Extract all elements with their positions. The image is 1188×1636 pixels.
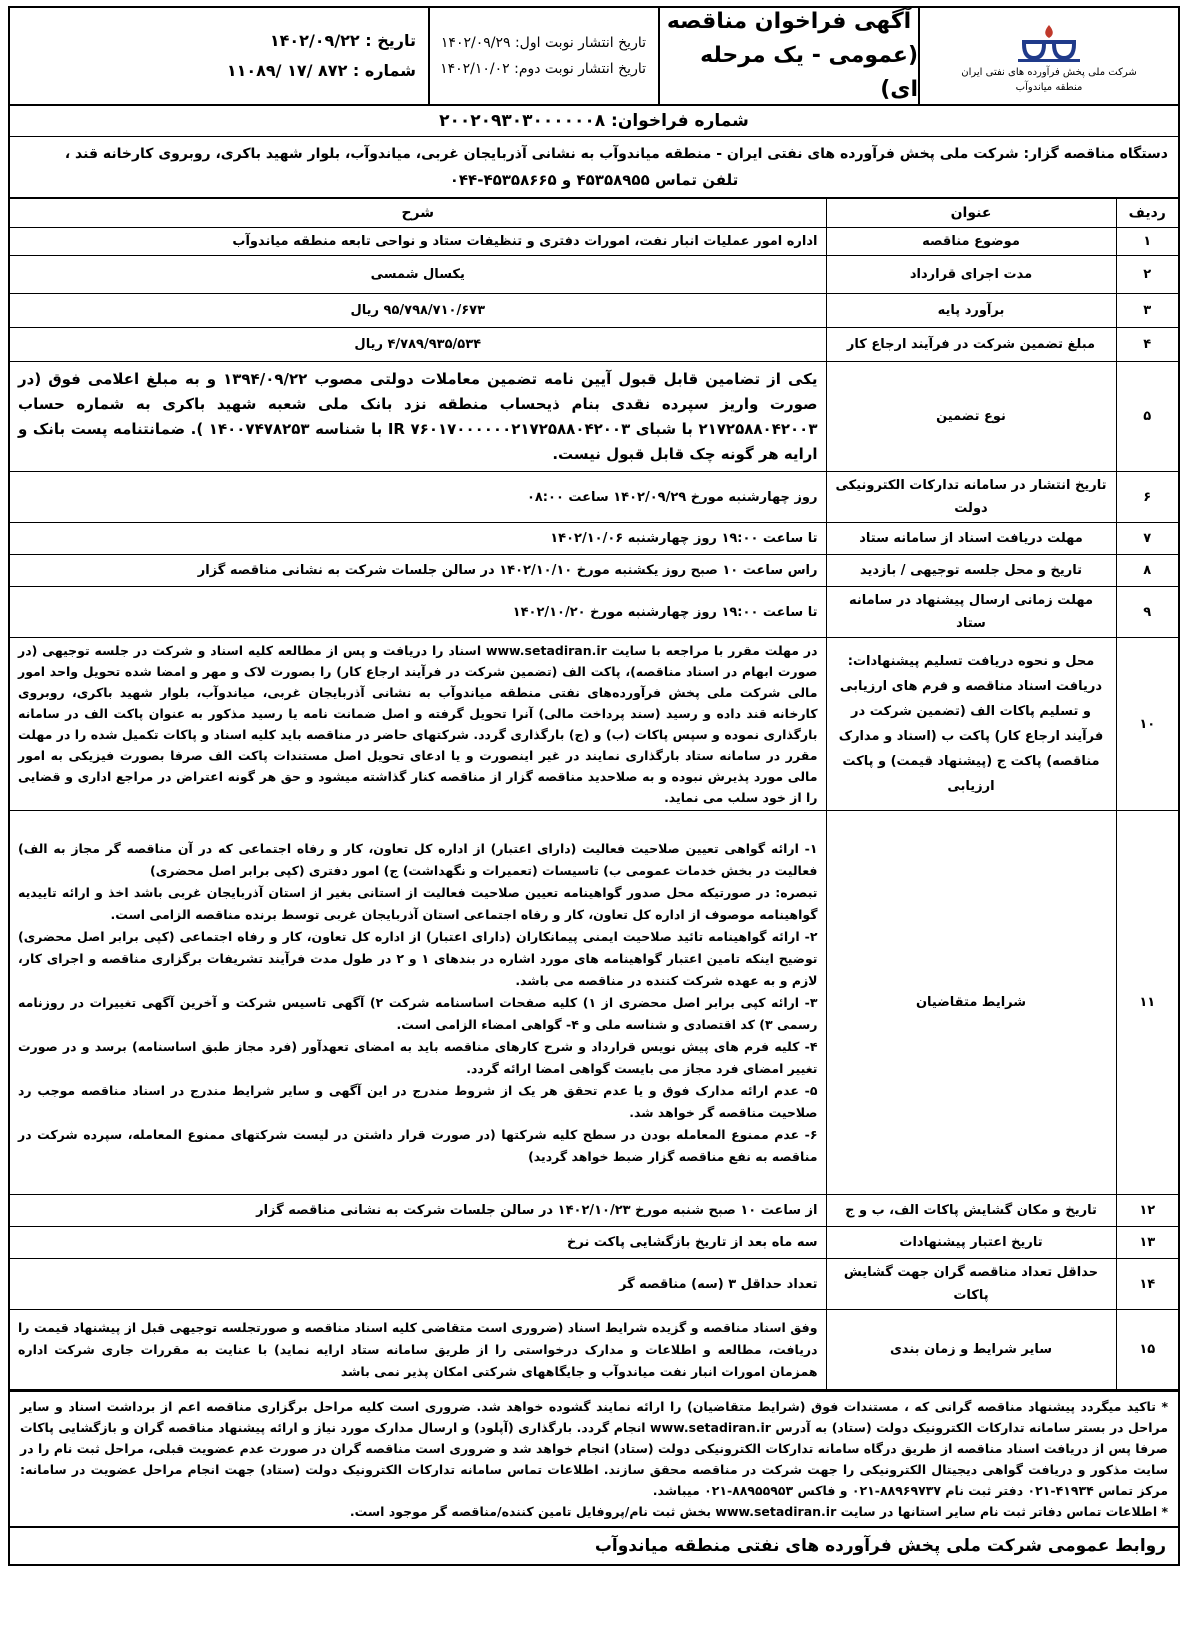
row-title: مهلت دریافت اسناد از سامانه ستاد [826,523,1116,555]
row-number: ۹ [1116,587,1178,638]
notice-title: آگهی فراخوان مناقصه [666,9,912,34]
row-description: یکسال شمسی [10,256,826,294]
letter-number: شماره : ۸۷۲ /۱۷ /۱۱۰۸۹ [226,61,416,80]
table-row [10,555,1178,587]
table-row [10,1195,1178,1227]
call-number: شماره فراخوان: ۲۰۰۲۰۹۳۰۳۰۰۰۰۰۰۸ [10,106,1178,137]
row-description: سه ماه بعد از تاریخ بازگشایی پاکت نرخ [10,1227,826,1259]
list-item: تبصره: در صورتیکه محل صدور گواهینامه تعیین صلاحیت فعالیت از استانی بغیر از استان آذربایجان غربی باشد اخذ و ارائه تاییدیه گواهینامه موصوف از اداره کل تعاون، کار و رفاه اجتماعی استان آذربایجان غربی توسط برنده مناقصه الزامی است. [18,884,818,922]
row-number: ۱۰ [1116,638,1178,811]
footer-note: * تاکید میگردد پیشنهاد مناقصه گرانی که ، مستندات فوق (شرایط متقاضیان) را ارائه نمایند گشوده خواهد شد. ضروری است کلیه مراحل برگزاری مناقصه اعم از برداشت اسناد و سایر مراحل در بستر سامانه تدارکات الکترونیک دولت (ستاد) به آدرس www.setadiran.ir انجام گردد. بارگذاری (آپلود) و ارسال مدارک مورد نیاز و ارائه پیشنهاد مناقصه گران و بازگشایی پاکات صرفا پس از دریافت اسناد مناقصه از طریق درگاه سامانه تدارکات الکترونیکی دولت (ستاد) انجام خواهد شد و ضروری است مناقصه گران در صورت عدم عضویت قبلی، مراحل ثبت نام را در سایت مذکور و دریافت گواهی دیجیتال الکترونیکی را جهت شرکت در مناقصه محقق سازند. اطلاعات تماس سامانه تدارکات الکترونیک دولت (ستاد) جهت انجام مراحل عضویت در سامانه: مرکز تماس ۴۱۹۳۴-۰۲۱ دفتر ثبت نام ۸۸۹۶۹۷۳۷-۰۲۱ و فاکس ۸۸۹۵۵۹۵۳-۰۲۱ میباشد. [20,1399,1168,1498]
row-title: موضوع مناقصه [826,228,1116,256]
row-title: مبلغ تضمین شرکت در فرآیند ارجاع کار [826,328,1116,362]
table-row [10,1259,1178,1310]
title-block [658,8,918,104]
list-item: ۴- کلیه فرم های پیش نویس قرارداد و شرح کارهای مناقصه باید به امضای تعهدآور (فرد مجاز طبق اساسنامه) برسد و در صورت تغییر امضای فرد مجاز می بایست گواهی امضا ارائه گردد. [18,1038,818,1076]
row-number: ۱۵ [1116,1310,1178,1390]
row-description: در مهلت مقرر با مراجعه با سایت www.setadiran.ir اسناد را دریافت و پس از مطالعه کلیه اسناد و شرکت در جلسه توجیهی (در صورت ابهام در اسناد مناقصه)، پاکت الف (تضمین شرکت در فرآیند ارجاع کار) را بصورت لاک و مهر و امضا شده تحویل واحد امور مالی شرکت ملی پخش فرآورده‌های نفتی منطقه میاندوآب به نشانی آذربایجان غربی، میاندوآب، بلوار شهید باکری، روبروی کارخانه قند داده و رسید (سند پرداخت مالی) آنرا تحویل گرفته و اصل ضمانت نامه یا رسید مذکور به عنوان پاکت الف در سامانه بارگذاری نموده و سپس پاکات (ب) و (ج) بارگذاری گردد. شرکتهای حاضر در مناقصه باید کلیه اسناد و پاکات تکمیل شده را در مهلت مقرر در سامانه ستاد بارگذاری نمایند در غیر اینصورت و یا ادعای تحویل اصل مستندات پاکت الف صرفا بصورت فیزیکی به امور مالی مورد پذیرش نبوده و به صلاحدید مناقصه گزار از مناقصه کنار گذاشته میشود و حق هر گونه اعتراض در مراجع اداری و قضایی را از خود سلب می نماید. [10,638,826,811]
table-row [10,1227,1178,1259]
row-number: ۳ [1116,294,1178,328]
second-publication-date: تاریخ انتشار نوبت دوم: ۱۴۰۲/۱۰/۰۲ [440,61,646,77]
col-header-title: عنوان [826,199,1116,228]
row-title: حداقل تعداد مناقصه گران جهت گشایش پاکات [826,1259,1116,1310]
table-row [10,294,1178,328]
row-number: ۱۲ [1116,1195,1178,1227]
table-row [10,256,1178,294]
col-header-row-number: ردیف [1116,199,1178,228]
list-item: ۲- ارائه گواهینامه تائید صلاحیت ایمنی پیمانکاران (دارای اعتبار) از اداره کل تعاون، کار و رفاه اجتماعی (کپی برابر اصل محضری) توضیح اینکه تامین اعتبار گواهینامه های مورد اشاره در بندهای ۱ و ۲ در طول مدت فرآیند تشریفات برگزاری مناقصه و اجرای کار، لازم و به عهده شرکت کننده در مناقصه می باشد. [18,928,818,988]
row-number: ۵ [1116,362,1178,472]
row-title: تاریخ انتشار در سامانه تدارکات الکترونیکی دولت [826,472,1116,523]
notice-header [10,8,1178,106]
org-name: شرکت ملی پخش فرآورده های نفتی ایران [961,67,1137,78]
company-logo-icon [1014,22,1084,64]
letter-info [10,8,428,104]
row-title: مدت اجرای قرارداد [826,256,1116,294]
table-row [10,1310,1178,1390]
col-header-description: شرح [10,199,826,228]
row-number: ۷ [1116,523,1178,555]
row-title: شرایط متقاضیان [826,811,1116,1195]
row-description: روز چهارشنبه مورخ ۱۴۰۲/۰۹/۲۹ ساعت ۰۸:۰۰ [10,472,826,523]
row-description: تعداد حداقل ۳ (سه) مناقصه گر [10,1259,826,1310]
first-publication-date: تاریخ انتشار نوبت اول: ۱۴۰۲/۰۹/۲۹ [440,35,646,51]
list-item: ۶- عدم ممنوع المعامله بودن در سطح کلیه شرکتها (در صورت قرار داشتن در لیست شرکتهای ممنوع المعامله، سپرده شرکت در مناقصه به نفع مناقصه گزار ضبط خواهد گردید) [18,1126,818,1164]
conditions-list [10,811,826,1195]
table-row [10,638,1178,811]
org-region: منطقه میاندوآب [1015,82,1083,93]
row-number: ۲ [1116,256,1178,294]
row-description: راس ساعت ۱۰ صبح روز یکشنبه مورخ ۱۴۰۲/۱۰/۱۰ در سالن جلسات شرکت به نشانی مناقصه گزار [10,555,826,587]
row-title: تاریخ و محل جلسه توجیهی / بازدید [826,555,1116,587]
row-title: برآورد پایه [826,294,1116,328]
row-title: سایر شرایط و زمان بندی [826,1310,1116,1390]
table-header-row [10,199,1178,228]
row-description: ۴/۷۸۹/۹۳۵/۵۳۴ ریال [10,328,826,362]
list-item: ۱- ارائه گواهی تعیین صلاحیت فعالیت (دارای اعتبار) از اداره کل تعاون، کار و رفاه اجتماعی که در آن مناقصه گر مجاز به الف) فعالیت در بخش خدمات عمومی ب) تاسیسات (تعمیرات و نگهداشت) ج) امور دفتری (کپی برابر اصل محضری) [18,840,818,878]
table-row [10,228,1178,256]
list-item: ۵- عدم ارائه مدارک فوق و یا عدم تحقق هر یک از شروط مندرج در این آگهی و سایر شرایط مندرج در اسناد مناقصه موجب رد صلاحیت مناقصه گر خواهد شد. [18,1082,818,1120]
table-row [10,811,1178,1195]
row-number: ۱۱ [1116,811,1178,1195]
table-row [10,587,1178,638]
row-number: ۴ [1116,328,1178,362]
row-title: محل و نحوه دریافت تسلیم پیشنهادات: دریافت اسناد مناقصه و فرم های ارزیابی و تسلیم پاکات الف (تضمین شرکت در فرآیند ارجاع کار) پاکت ب (اسناد و مدارک مناقصه) پاکت ج (پیشنهاد قیمت) و پاکت ارزیابی [826,638,1116,811]
row-number: ۸ [1116,555,1178,587]
notice-subtitle: (عمومی - یک مرحله ای) [700,43,918,102]
row-title: تاریخ اعتبار پیشنهادات [826,1227,1116,1259]
row-description: تا ساعت ۱۹:۰۰ روز چهارشنبه مورخ ۱۴۰۲/۱۰/۲۰ [10,587,826,638]
agency-text: دستگاه مناقصه گزار: شرکت ملی پخش فرآورده های نفتی ایران - منطقه میاندوآب به نشانی آذربایجان غربی، میاندوآب، بلوار شهید باکری، روبروی کارخانه قند ، [64,146,1168,162]
table-row [10,523,1178,555]
agency-phone: تلفن تماس ۴۵۳۵۸۹۵۵ و ۴۵۳۵۸۶۶۵-۰۴۴ [449,171,739,189]
tender-table [10,199,1178,1390]
row-description: از ساعت ۱۰ صبح شنبه مورخ ۱۴۰۲/۱۰/۲۳ در سالن جلسات شرکت به نشانی مناقصه گزار [10,1195,826,1227]
row-description: تا ساعت ۱۹:۰۰ روز چهارشنبه ۱۴۰۲/۱۰/۰۶ [10,523,826,555]
row-number: ۶ [1116,472,1178,523]
row-title: تاریخ و مکان گشایش پاکات الف، ب و ج [826,1195,1116,1227]
table-row [10,472,1178,523]
list-item: ۳- ارائه کپی برابر اصل محضری از ۱) کلیه صفحات اساسنامه شرکت ۲) آگهی تاسیس شرکت و آخرین آگهی تغییرات در روزنامه رسمی ۳) کد اقتصادی و شناسه ملی و ۴- گواهی امضاء الزامی است. [18,994,818,1032]
row-title: نوع تضمین [826,362,1116,472]
row-number: ۱ [1116,228,1178,256]
row-number: ۱۴ [1116,1259,1178,1310]
footer-note: * اطلاعات تماس دفاتر ثبت نام سایر استانها در سایت www.setadiran.ir بخش ثبت نام/پروفایل تامین کننده/مناقصه گر موجود است. [349,1504,1168,1519]
row-description: وفق اسناد مناقصه و گزیده شرایط اسناد (ضروری است متقاضی کلیه اسناد مناقصه و صورتجلسه توجیهی قبل از پیشنهاد قیمت را دریافت، مطالعه و اطلاعات و مدارک درخواستی را از طریق سامانه ستاد ارایه نماید) با عنایت به مقررات جاری شرکت اداره همزمان امورات انبار نفت میاندوآب و جایگاههای شرکتی امکان پذیر نمی باشد [10,1310,826,1390]
table-row [10,362,1178,472]
table-row [10,328,1178,362]
row-description: اداره امور عملیات انبار نفت، امورات دفتری و تنظیفات ستاد و نواحی تابعه منطقه میاندوآب [10,228,826,256]
row-title: مهلت زمانی ارسال پیشنهاد در سامانه ستاد [826,587,1116,638]
row-description: یکی از تضامین قابل قبول آیین نامه تضمین معاملات دولتی مصوب ۱۳۹۴/۰۹/۲۲ و به مبلغ اعلامی فوق (در صورت واریز سپرده نقدی بنام ذیحساب منطقه نزد بانک ملی شعبه شهید باکری به شماره حساب ۲۱۷۲۵۸۸۰۴۲۰۰۳ با شبای IR ۷۶۰۱۷۰۰۰۰۰۰۲۱۷۲۵۸۸۰۴۲۰۰۳ با شناسه ۱۴۰۰۷۴۷۸۲۵۳ ). ضمانتنامه پست بانک و ارایه هر گونه چک قابل قبول نیست. [10,362,826,472]
letter-date: تاریخ : ۱۴۰۲/۰۹/۲۲ [269,31,416,50]
row-number: ۱۳ [1116,1227,1178,1259]
publication-dates [428,8,658,104]
agency-block [10,137,1178,199]
logo-block [918,8,1178,104]
signature-line: روابط عمومی شرکت ملی پخش فرآورده های نفتی منطقه میاندوآب [10,1526,1178,1564]
tender-notice [8,6,1180,1566]
footer-notes [10,1390,1178,1526]
row-description: ۹۵/۷۹۸/۷۱۰/۶۷۳ ریال [10,294,826,328]
